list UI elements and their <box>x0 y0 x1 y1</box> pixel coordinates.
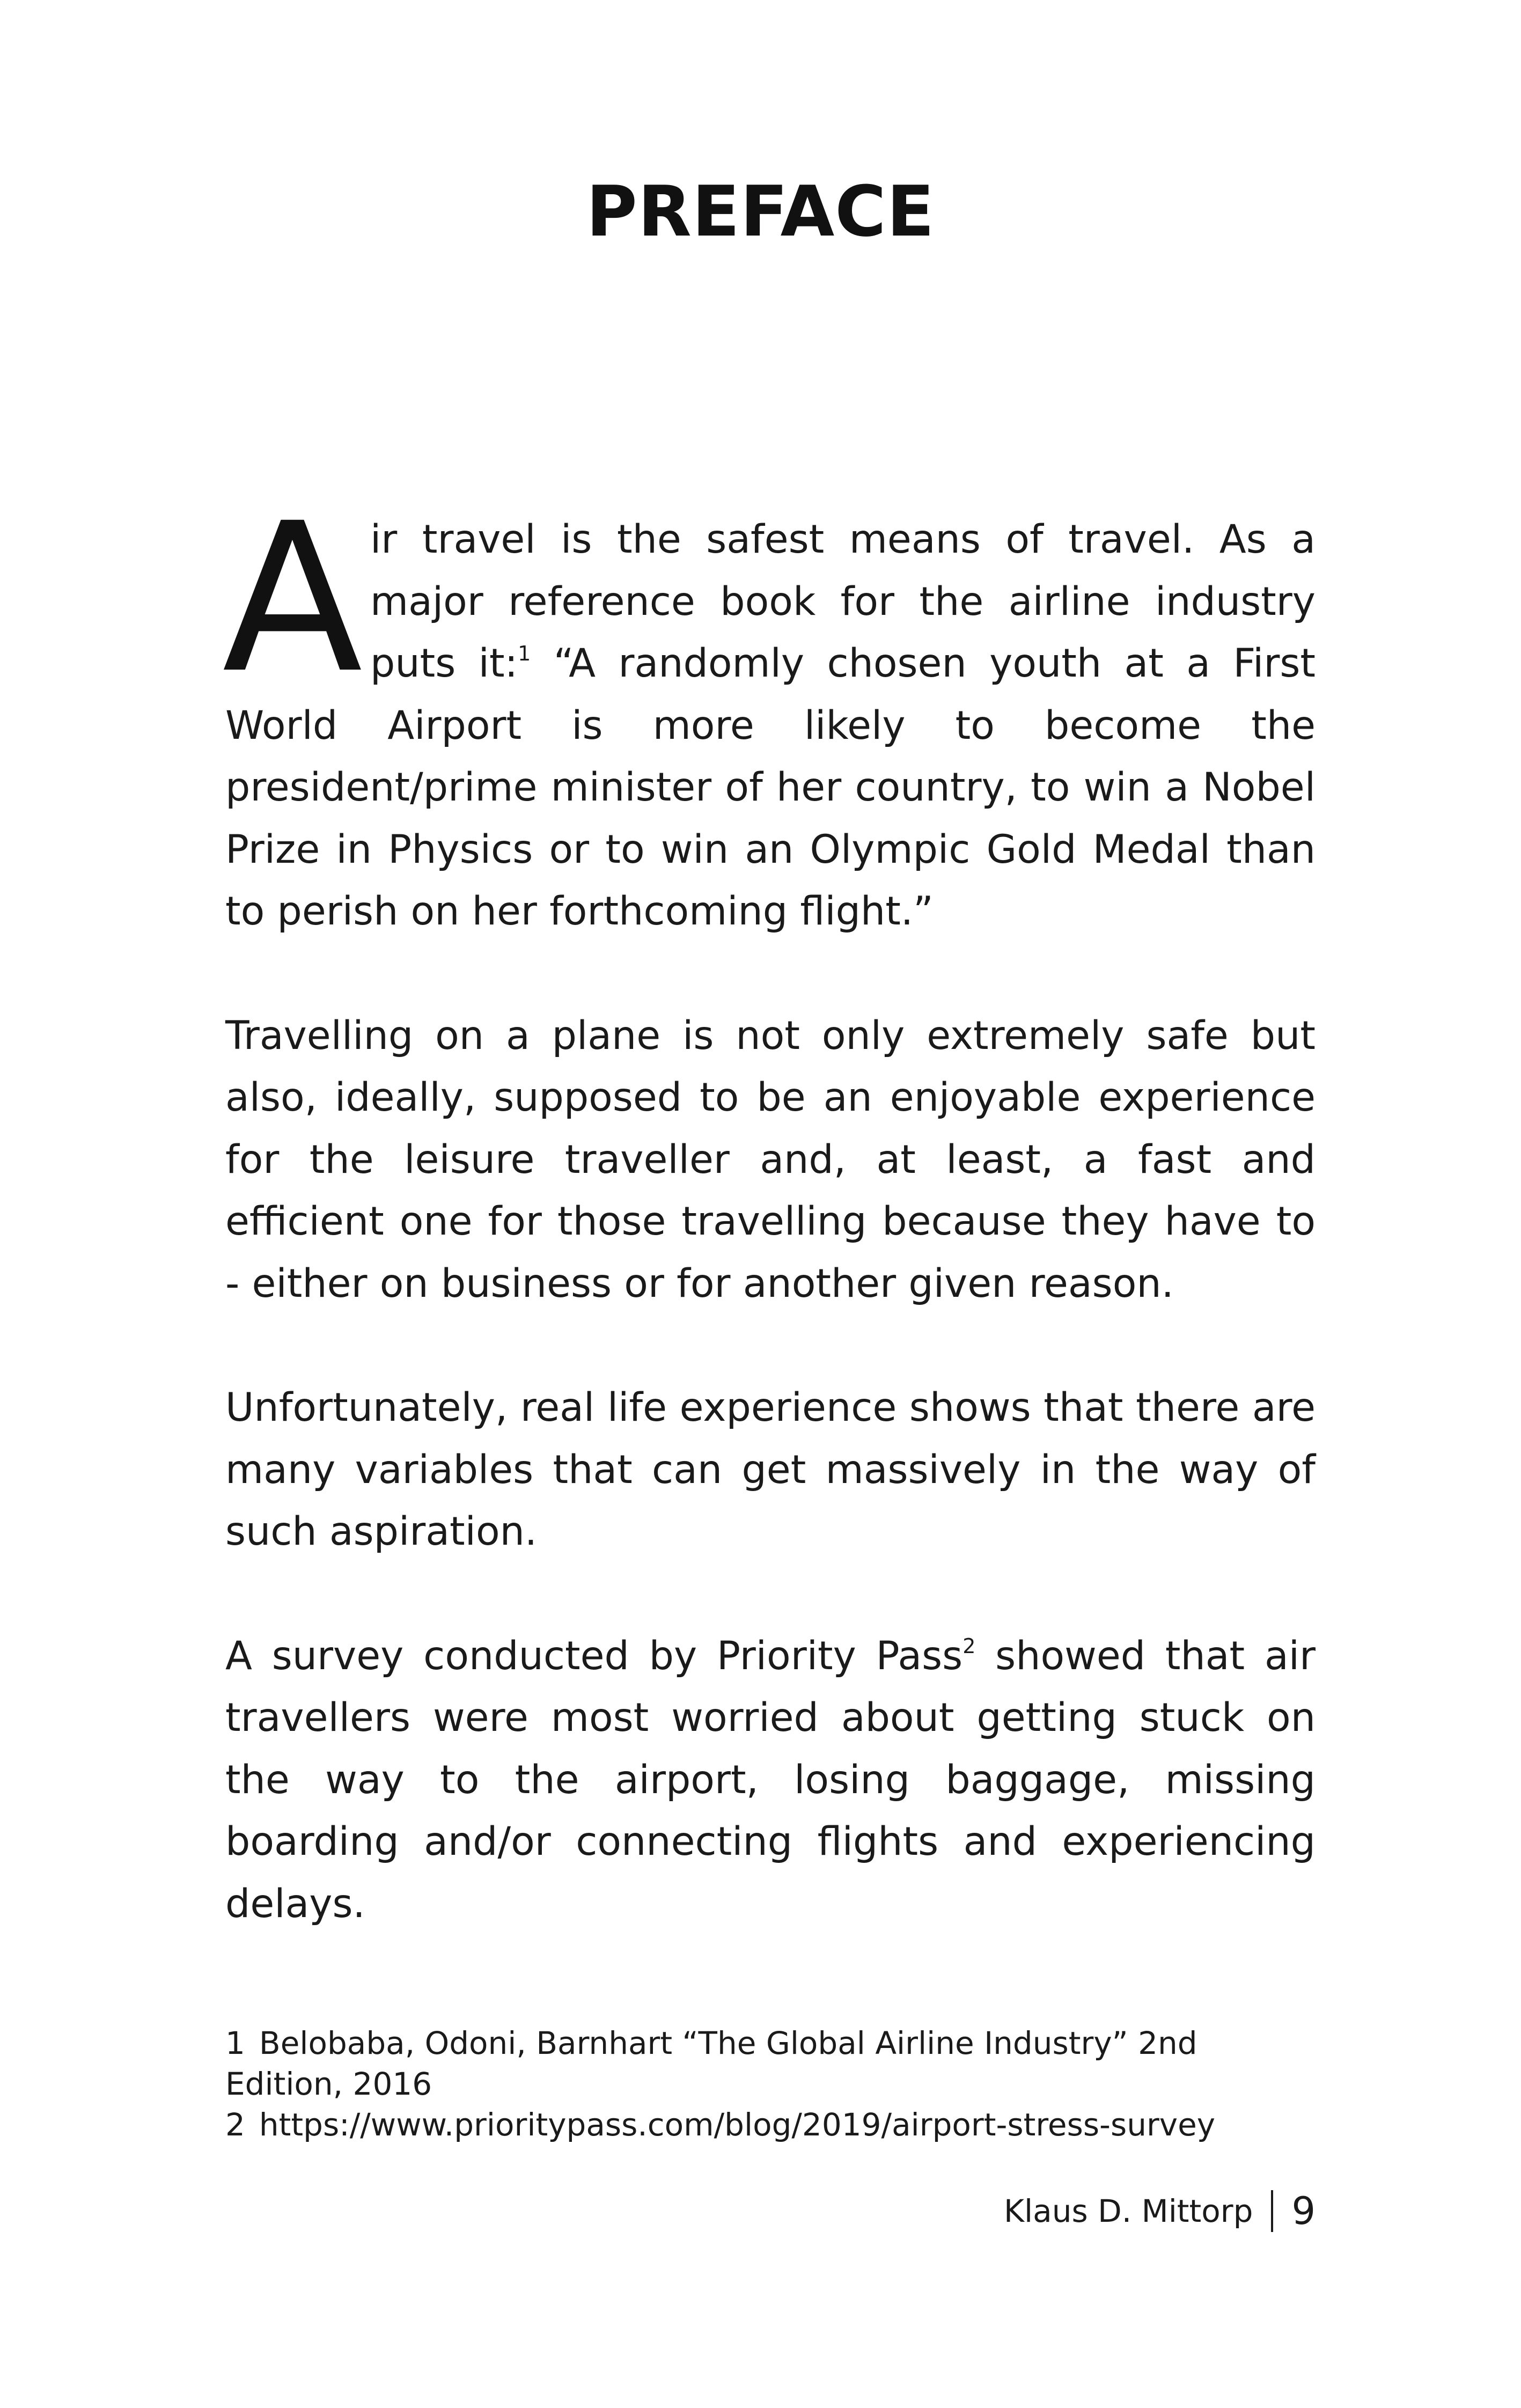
paragraph-4 <box>225 1625 1316 1935</box>
paragraph-3: Unfortunately, real life experience shows that there are many variables that can get massively in the way of such aspiration. <box>225 1385 1316 1554</box>
page-title: PREFACE <box>586 171 935 252</box>
page-number: 9 <box>1291 2189 1316 2233</box>
body-text <box>222 479 1316 1997</box>
footnote-ref-2: 2 <box>962 1634 976 1658</box>
footnotes <box>225 2023 1316 2145</box>
paragraph-2: Travelling on a plane is not only extremely safe but also, ideally, supposed to be an enjoyable experience for the leisure traveller and, at least, a fast and efficient one for those travelling because they have to - either on business or for another given reason. <box>225 1012 1316 1306</box>
paragraph-1 <box>222 479 1316 943</box>
paragraph-1-text-b: “A randomly chosen youth at a First World Airport is more likely to become the president/prime minister of her country, to win a Nobel Prize in Physics or to win an Olympic Gold Medal than to perish on her forthcoming flight.” <box>225 641 1316 934</box>
footnote-1 <box>225 2023 1316 2104</box>
footer-divider <box>1271 2190 1273 2232</box>
paragraph-4-text-b: showed that air travellers were most worried about getting stuck on the way to the airport, losing baggage, missing boarding and/or connecting flights and experiencing delays. <box>225 1633 1316 1927</box>
footnote-text: https://www.prioritypass.com/blog/2019/airport-stress-survey <box>259 2106 1216 2143</box>
footnote-text: Belobaba, Odoni, Barnhart “The Global Airline Industry” 2nd Edition, 2016 <box>225 2025 1197 2102</box>
footnote-2 <box>225 2104 1316 2145</box>
footnote-number: 1 <box>225 2025 245 2061</box>
drop-cap: A <box>222 479 363 718</box>
paragraph-4-text-a: A survey conducted by Priority Pass <box>225 1633 963 1679</box>
footnote-ref-1: 1 <box>518 642 531 665</box>
paragraph-1-text-a: ir travel is the safest means of travel. As a major reference book for the airline industry puts it: <box>370 517 1316 686</box>
page-footer <box>1004 2189 1316 2233</box>
footer-author: Klaus D. Mittorp <box>1004 2193 1253 2229</box>
footnote-number: 2 <box>225 2106 245 2143</box>
